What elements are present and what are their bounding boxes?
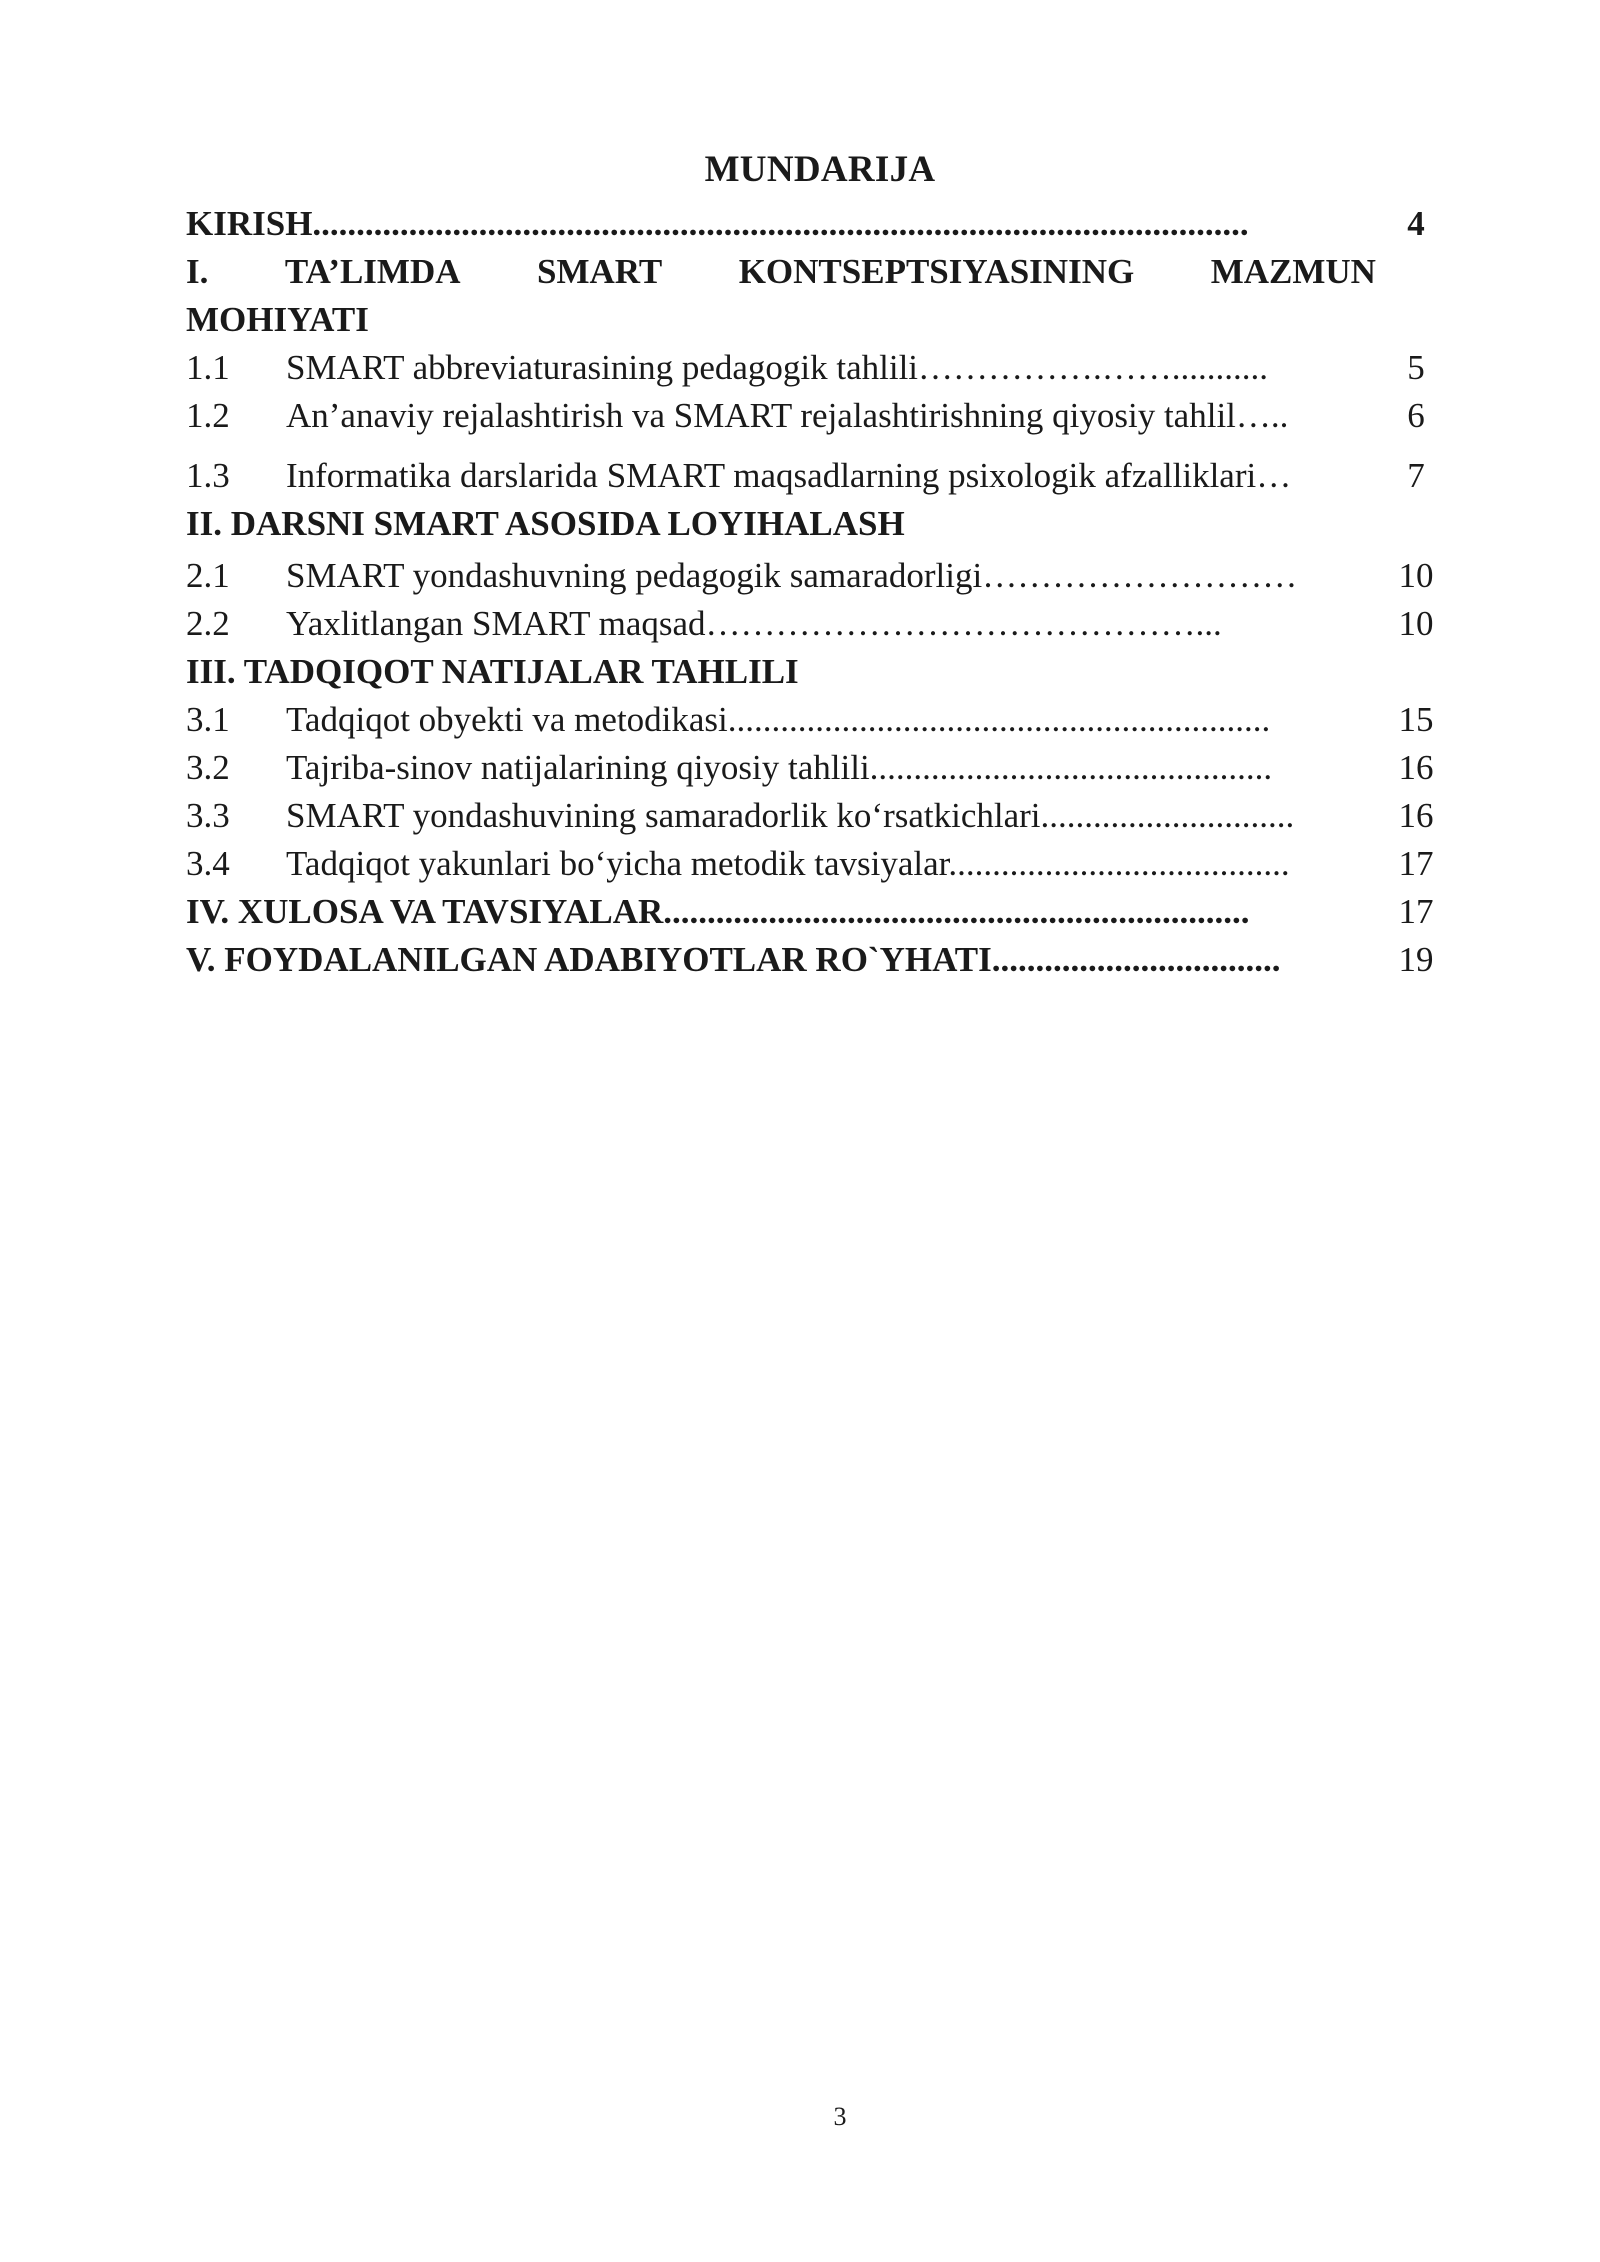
toc-entry-text: V. FOYDALANILGAN ADABIYOTLAR RO`YHATI................................. <box>186 940 1281 979</box>
toc-entry-number: 2.2 <box>186 604 230 643</box>
toc-entry-page: 10 <box>1398 604 1434 643</box>
toc-chapter-1-heading-cont[interactable] <box>186 296 1446 344</box>
toc-entry-number: 2.1 <box>186 556 230 595</box>
toc-entry-number: 3.4 <box>186 844 230 883</box>
page-number: 3 <box>833 2102 847 2131</box>
toc-entry-text: An’anaviy rejalashtirish va SMART rejalashtirishning qiyosiy tahlil….. <box>286 396 1289 435</box>
toc-entry-1-2[interactable] <box>186 392 1446 440</box>
toc-entry-page: 17 <box>1398 844 1434 883</box>
toc-entry-3-1[interactable] <box>186 696 1446 744</box>
toc-entry-kirish[interactable] <box>186 200 1446 248</box>
toc-entry-text: IV. XULOSA VA TAVSIYALAR................................................................... <box>186 892 1250 931</box>
toc-entry-page: 16 <box>1398 748 1434 787</box>
toc-chapter-5-heading[interactable] <box>186 936 1446 984</box>
toc-entry-text <box>186 248 1376 296</box>
toc-chapter-3-heading[interactable] <box>186 648 1446 696</box>
toc-chapter-4-heading[interactable] <box>186 888 1446 936</box>
toc-entry-text: SMART yondashuvning pedagogik samaradorligi……………………… <box>286 556 1298 595</box>
toc-entry-3-3[interactable] <box>186 792 1446 840</box>
toc-word: I. <box>186 252 209 291</box>
toc-entry-number: 1.1 <box>186 348 230 387</box>
toc-entry-text: Tadqiqot yakunlari boʻyicha metodik tavsiyalar....................................... <box>286 844 1290 883</box>
toc-entry-text: MOHIYATI <box>186 300 369 339</box>
toc-entry-page: 10 <box>1398 556 1434 595</box>
toc-entry-number: 1.3 <box>186 456 230 495</box>
toc-entry-number: 3.1 <box>186 700 230 739</box>
toc-entry-number: 3.2 <box>186 748 230 787</box>
toc-word: KONTSEPTSIYASINING <box>738 252 1135 291</box>
toc-entry-text: Yaxlitlangan SMART maqsad……………………………………... <box>286 604 1222 643</box>
toc-entry-page: 5 <box>1407 348 1425 387</box>
toc-entry-text: Tajriba-sinov natijalarining qiyosiy tahlili.............................................. <box>286 748 1273 787</box>
toc-chapter-2-heading[interactable] <box>186 500 1446 548</box>
toc-entry-page: 16 <box>1398 796 1434 835</box>
toc-entry-2-2[interactable] <box>186 600 1446 648</box>
toc-entry-number: 1.2 <box>186 396 230 435</box>
toc-title: MUNDARIJA <box>704 149 936 190</box>
toc-entry-text: Tadqiqot obyekti va metodikasi.............................................................. <box>286 700 1271 739</box>
toc-entry-2-1[interactable] <box>186 552 1446 600</box>
toc-entry-page: 17 <box>1398 892 1434 931</box>
toc-entry-number: 3.3 <box>186 796 230 835</box>
toc-entry-text: Informatika darslarida SMART maqsadlarning psixologik afzalliklari… <box>286 456 1292 495</box>
toc-word: TA’LIMDA <box>284 252 461 291</box>
toc-entry-page: 4 <box>1407 204 1425 243</box>
toc-entry-text: SMART abbreviaturasining pedagogik tahlili…………….……........... <box>286 348 1269 387</box>
toc-entry-text: II. DARSNI SMART ASOSIDA LOYIHALASH <box>186 504 905 543</box>
toc-entry-1-3[interactable] <box>186 452 1446 500</box>
toc-entry-page: 6 <box>1407 396 1425 435</box>
toc-chapter-1-heading[interactable] <box>186 248 1446 296</box>
toc-entry-3-2[interactable] <box>186 744 1446 792</box>
toc-entry-page: 19 <box>1398 940 1434 979</box>
toc-entry-text: KIRISH........................................................................................................... <box>186 204 1249 243</box>
toc-entry-text: III. TADQIQOT NATIJALAR TAHLILI <box>186 652 799 691</box>
toc-entry-3-4[interactable] <box>186 840 1446 888</box>
toc-entry-page: 15 <box>1398 700 1434 739</box>
toc-entry-1-1[interactable] <box>186 344 1446 392</box>
toc-word: SMART <box>537 252 663 291</box>
toc-entry-text: SMART yondashuvining samaradorlik koʻrsatkichlari............................. <box>286 796 1295 835</box>
toc-entry-page: 7 <box>1407 456 1425 495</box>
toc-word: MAZMUN <box>1210 252 1376 291</box>
